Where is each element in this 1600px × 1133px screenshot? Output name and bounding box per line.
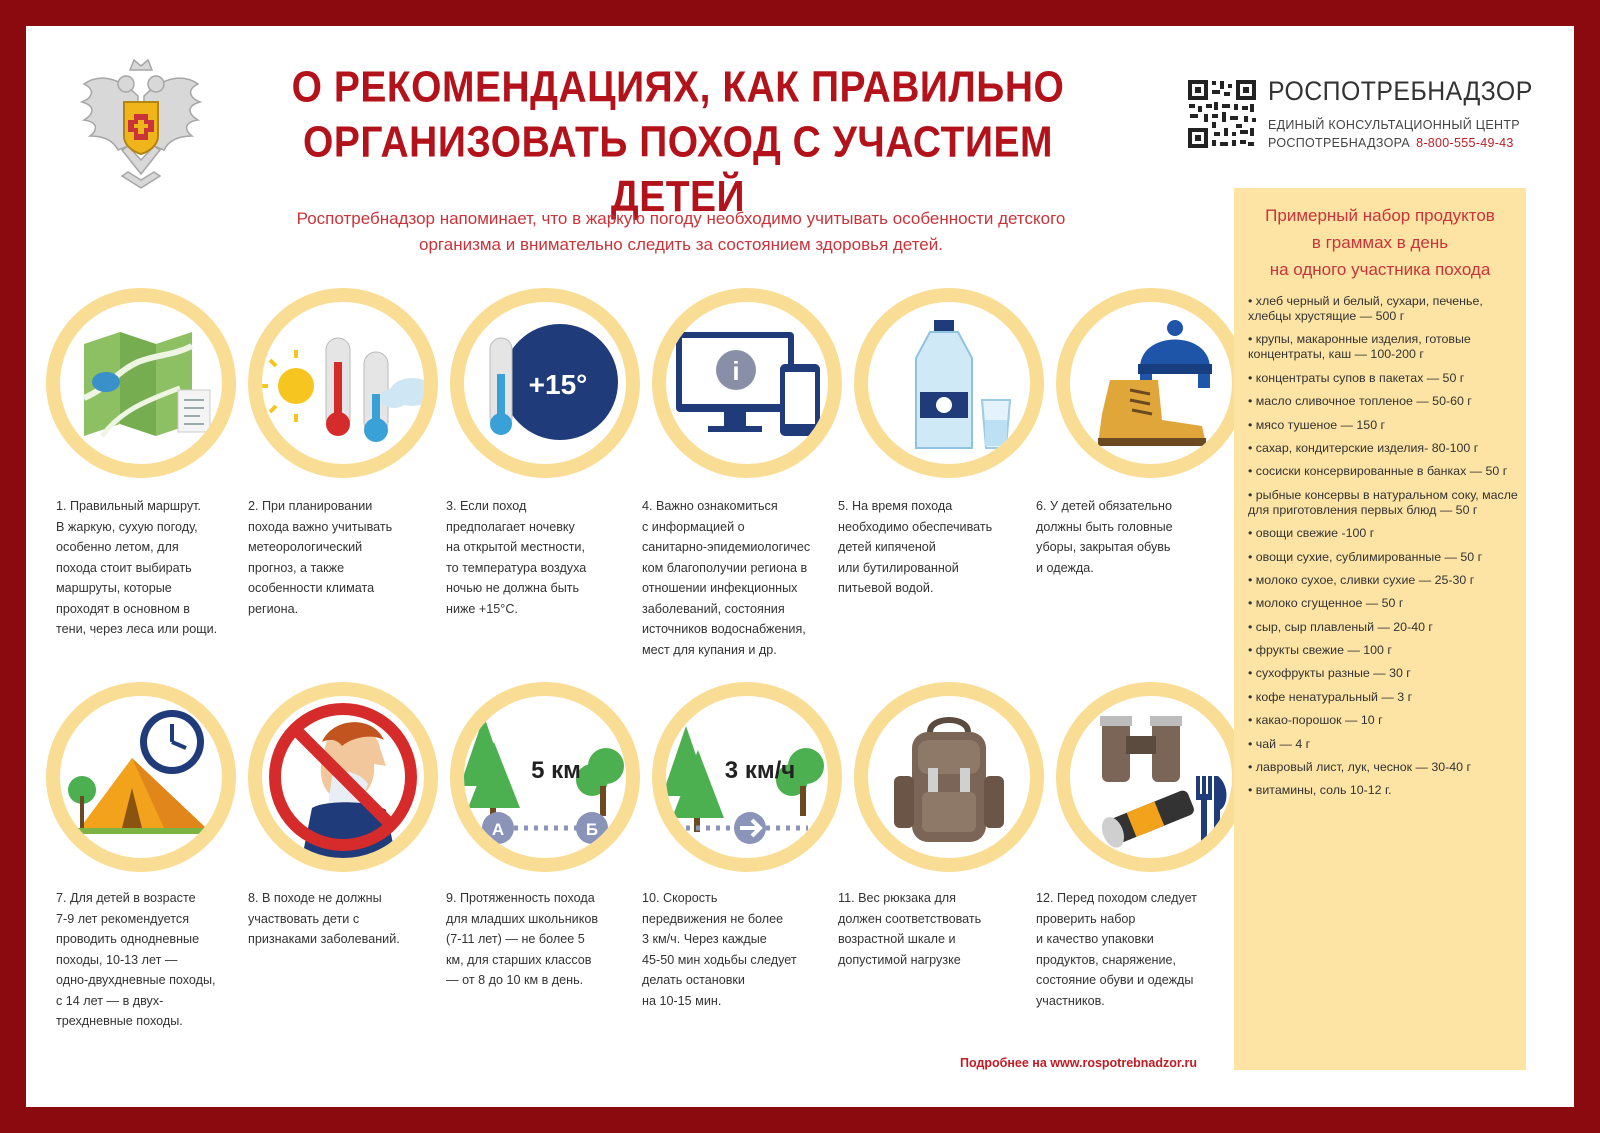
list-item: • витамины, соль 10-12 г. [1248,783,1392,798]
list-item: • лавровый лист, лук, чеснок — 30-40 г [1248,760,1472,775]
page-title [258,60,1098,225]
item-10-text [642,888,830,1011]
point-a-label: А [491,820,505,839]
point-b-label: Б [585,820,599,839]
item-7-label: 7. Для детей в возрасте 7-9 лет рекомендуется проводить однодневные походы, 10-13 лет — одно-двухдневные походы, с 14 лет — в двух- трехдневные походы. [56,891,216,1028]
qr-code-icon[interactable] [1186,78,1258,150]
distance-circle [450,682,640,872]
item-1-label: 1. Правильный маршрут. В жаркую, сухую погоду, особенно летом, для похода стоит выбирать маршруты, которые проходят в основном в тени, через леса или рощи. [56,499,218,636]
list-item: • сосиски консервированные в банках — 50 г [1248,464,1508,479]
item-9-text [446,888,634,991]
map-circle [46,288,236,478]
item-1-text [56,496,244,640]
item-2-label: 2. При планировании похода важно учитывать метеорологический прогноз, а также особенности климата региона. [248,499,393,616]
list-item: • чай — 4 г [1248,736,1311,751]
item-11-label: 11. Вес рюкзака для должен соответствовать возрастной шкале и допустимой нагрузке [838,891,982,967]
info-circle [652,288,842,478]
hotline-phone[interactable]: 8-800-555-49-43 [1416,136,1514,150]
list-item: • масло сливочное топленое — 50-60 г [1248,394,1472,409]
food-list-title-3: на одного участника похода [1269,260,1491,279]
distance-icon [464,696,626,858]
list-item: • фрукты свежие — 100 г [1248,643,1392,658]
list-item: • сыр, сыр плавленый — 20-40 г [1248,619,1433,634]
food-list-title-1: Примерный набор продуктов [1265,206,1495,225]
list-item: • молоко сухое, сливки сухие — 25-30 г [1248,572,1475,587]
brand-block [1186,78,1566,158]
brand-subtitle-2 [1268,136,1514,150]
list-item: • кофе ненатуральный — 3 г [1248,689,1413,704]
temperature-label: +15° [528,369,588,400]
item-5-label: 5. На время похода необходимо обеспечивать детей кипяченой или бутилированной питьевой водой. [838,499,993,595]
thermometers-icon [262,302,424,464]
list-item: • молоко сгущенное — 50 г [1248,596,1404,611]
more-info-link[interactable]: Подробнее на www.rospotrebnadzor.ru [960,1056,1198,1070]
item-4-text [642,496,830,660]
binoculars-flashlight-icon [1070,696,1232,858]
info-glyph: i [732,356,740,386]
night-temp-circle [450,288,640,478]
monitor-phone-icon [666,302,828,464]
list-item: • овощи сухие, сублимированные — 50 г [1248,549,1483,564]
item-11-text [838,888,1026,970]
clothing-circle [1056,288,1246,478]
item-6-text [1036,496,1224,578]
item-7-text [56,888,244,1032]
item-8-text [248,888,436,950]
food-list-title [1234,202,1526,283]
list-item: • хлеб черный и белый, сухари, печенье, хлебцы хрустящие — 500 г [1248,294,1483,323]
no-sick-children-icon [262,696,424,858]
title-line-2: ОРГАНИЗОВАТЬ ПОХОД С УЧАСТИЕМ ДЕТЕЙ [303,118,1053,222]
intro-line-1: Роспотребнадзор напоминает, что в жаркую погоду необходимо учитывать особенности детского [296,209,1066,228]
item-9-label: 9. Протяженность похода для младших школьников (7-11 лет) — не более 5 км, для старших классов — от 8 до 10 км в день. [446,891,599,987]
sick-circle [248,682,438,872]
food-list-panel [1234,188,1526,1070]
item-4-label: 4. Важно ознакомиться с информацией о санитарно-эпидемиологичес ком благополучии региона в отношении инфекционных заболеваний, состояния источников водоснабжения, мест для купания и др. [642,499,811,657]
brand-name: РОСПОТРЕБНАДЗОР [1268,76,1533,106]
speed-icon [666,696,828,858]
list-item: • сухофрукты разные — 30 г [1248,666,1411,681]
item-2-text [248,496,436,619]
food-list [1248,294,1520,807]
water-circle [854,288,1044,478]
tent-circle [46,682,236,872]
item-12-label: 12. Перед походом следует проверить набор и качество упаковки продуктов, снаряжение, состояние обуви и одежды участников. [1036,891,1197,1008]
distance-label: 5 км [531,757,581,784]
item-10-label: 10. Скорость передвижения не более 3 км/ч. Через каждые 45-50 мин ходьбы следует делать остановки на 10-15 мин. [642,891,797,1008]
item-3-label: 3. Если поход предполагает ночевку на открытой местности, то температура воздуха ночью не должна быть ниже +15°С. [446,499,587,616]
map-icon [60,302,222,464]
list-item: • сахар, кондитерские изделия- 80-100 г [1248,440,1479,455]
backpack-icon [868,696,1030,858]
list-item: • крупы, макаронные изделия, готовые концентраты, каш — 100-200 г [1248,332,1471,362]
list-item: • овощи свежие -100 г [1248,526,1375,541]
speed-circle [652,682,842,872]
list-item: • какао-порошок — 10 г [1248,713,1383,728]
brand-subtitle-org: РОСПОТРЕБНАДЗОРА [1268,136,1411,150]
night-temperature-icon [464,302,626,464]
emblem-eagle-icon [78,46,204,192]
item-12-text [1036,888,1224,1011]
item-3-text [446,496,634,619]
food-list-title-2: в граммах в день [1311,233,1449,252]
list-item: • мясо тушеное — 150 г [1248,417,1386,432]
title-line-1: О РЕКОМЕНДАЦИЯХ, КАК ПРАВИЛЬНО [291,63,1065,112]
intro-text [216,206,1146,258]
water-bottle-icon [868,302,1030,464]
hat-boot-icon [1070,302,1232,464]
item-8-label: 8. В походе не должны участвовать дети с признаками заболеваний. [248,891,400,946]
speed-label: 3 км/ч [724,757,796,784]
intro-line-2: организма и внимательно следить за состоянием здоровья детей. [419,235,943,254]
gear-check-circle [1056,682,1246,872]
list-item: • рыбные консервы в натуральном соку, масле для приготовления первых блюд — 50 г [1248,487,1518,517]
poster [26,26,1574,1107]
brand-subtitle: ЕДИНЫЙ КОНСУЛЬТАЦИОННЫЙ ЦЕНТР [1268,118,1520,132]
backpack-circle [854,682,1044,872]
tent-clock-icon [60,696,222,858]
list-item: • концентраты супов в пакетах — 50 г [1248,370,1465,385]
item-5-text [838,496,1026,599]
item-6-label: 6. У детей обязательно должны быть головные уборы, закрытая обувь и одежда. [1036,499,1173,575]
thermometers-circle [248,288,438,478]
